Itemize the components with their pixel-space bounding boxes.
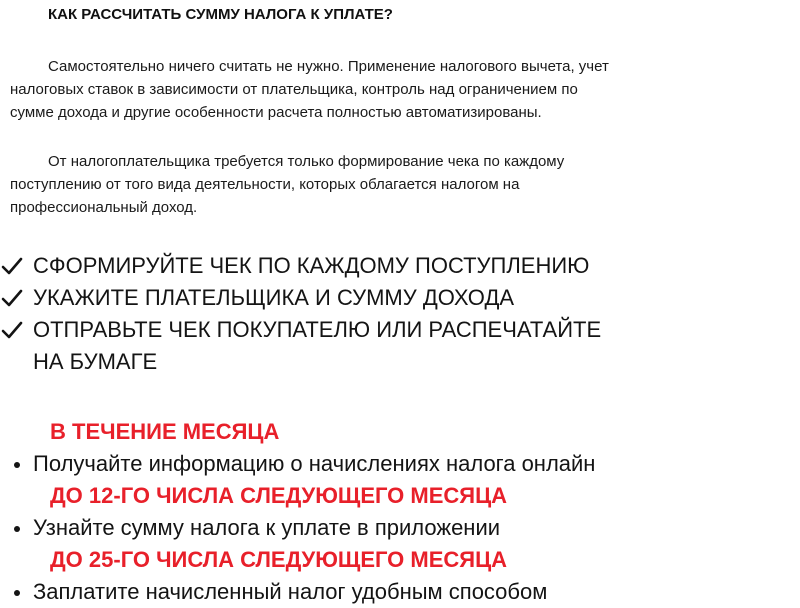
schedule-step [0,448,800,480]
bullet-icon [14,526,20,532]
paragraph-line: поступлению от того вида деятельности, которых облагается налогом на [10,176,520,193]
checkmark-icon [0,286,24,310]
checklist-item [0,250,800,282]
schedule-step-label: Узнайте сумму налога к уплате в приложении [33,515,501,540]
schedule-step [0,576,800,608]
checkmark-icon [0,318,24,342]
checklist-item [0,282,800,314]
paragraph-line: профессиональный доход. [10,199,198,216]
checklist-item-label: СФОРМИРУЙТЕ ЧЕК ПО КАЖДОМУ ПОСТУПЛЕНИЮ [33,253,590,278]
bullet-icon [14,462,20,468]
checklist [0,250,800,378]
paragraph-line: От налогоплательщика требуется только формирование чека по каждому [48,153,565,170]
deadline-label: ДО 12-ГО ЧИСЛА СЛЕДУЮЩЕГО МЕСЯЦА [50,483,508,508]
bullet-icon [14,590,20,596]
checklist-item-label-continuation: НА БУМАГЕ [33,349,158,374]
intro-paragraph [10,55,790,124]
page-title: КАК РАССЧИТАТЬ СУММУ НАЛОГА К УПЛАТЕ? [48,6,393,23]
requirement-paragraph [10,150,790,219]
checklist-item-label: ОТПРАВЬТЕ ЧЕК ПОКУПАТЕЛЮ ИЛИ РАСПЕЧАТАЙТЕ [33,317,602,342]
paragraph-line: Самостоятельно ничего считать не нужно. Применение налогового вычета, учет [48,58,609,75]
schedule-step-label: Заплатите начисленный налог удобным способом [33,579,548,604]
checkmark-icon [0,254,24,278]
schedule-step-label: Получайте информацию о начислениях налога онлайн [33,451,596,476]
paragraph-line: налоговых ставок в зависимости от плательщика, контроль над ограничением по [10,81,578,98]
deadline-label: В ТЕЧЕНИЕ МЕСЯЦА [50,419,280,444]
schedule-step [0,512,800,544]
checklist-item-label: УКАЖИТЕ ПЛАТЕЛЬЩИКА И СУММУ ДОХОДА [33,285,515,310]
payment-schedule [0,416,800,608]
paragraph-line: сумме дохода и другие особенности расчета полностью автоматизированы. [10,104,542,121]
deadline-label: ДО 25-ГО ЧИСЛА СЛЕДУЮЩЕГО МЕСЯЦА [50,547,508,572]
checklist-item [0,314,800,378]
